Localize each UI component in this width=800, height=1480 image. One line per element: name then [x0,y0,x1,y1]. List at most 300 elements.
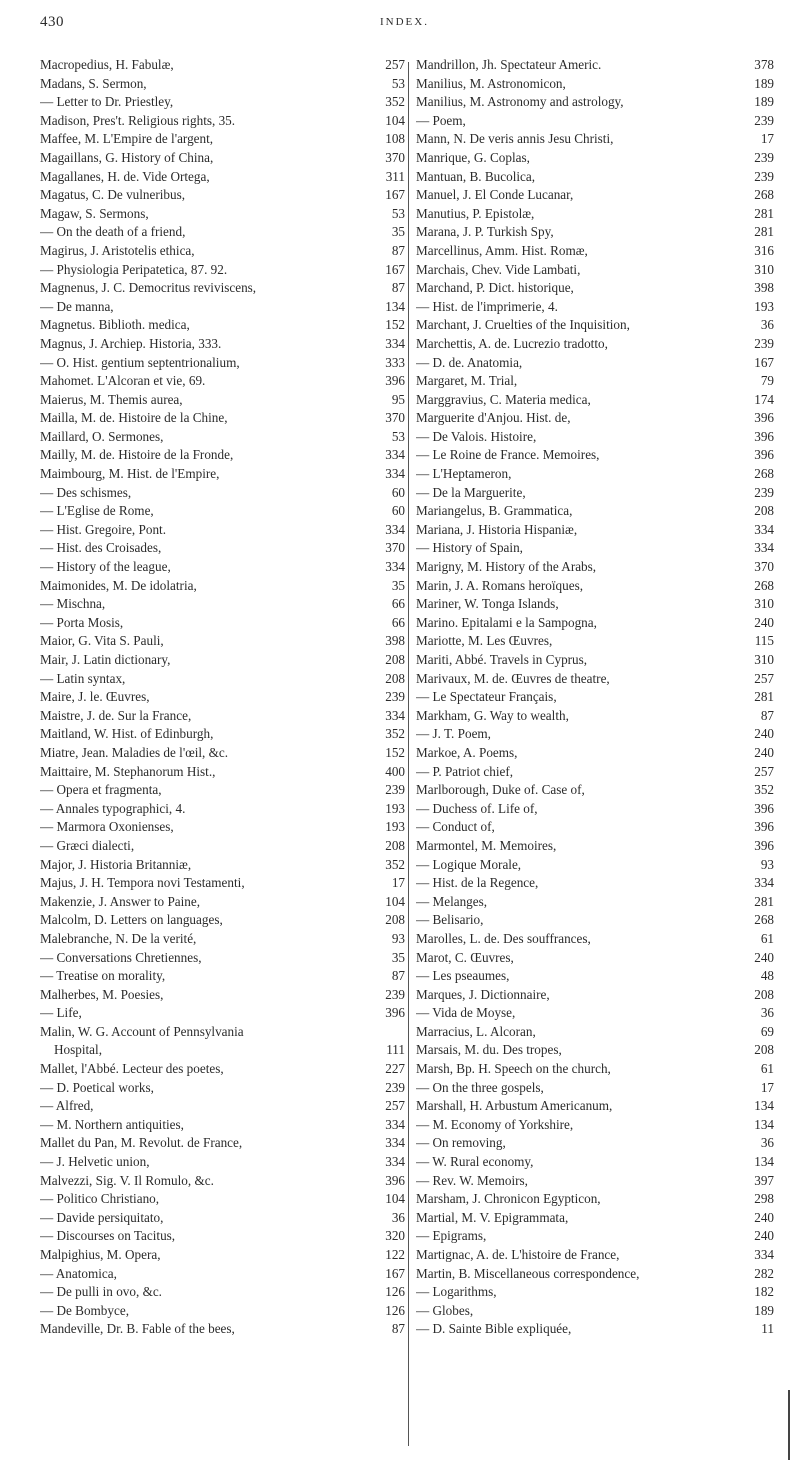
entry-page-ref: 281 [754,224,774,240]
entry-page-ref: 35 [391,577,405,593]
entry-title: Marchand, P. Dict. historique, [416,280,574,296]
index-entry [416,893,774,912]
entry-page-ref: 53 [391,428,405,444]
entry-title: — L'Eglise de Rome, [40,503,154,519]
entry-page-ref: 334 [385,1116,405,1132]
index-entry [416,409,774,428]
index-entry [416,1060,774,1079]
entry-title: — De Valois. Histoire, [416,428,537,444]
index-entry [40,967,405,986]
entry-page-ref: 17 [391,875,405,891]
entry-title: — M. Economy of Yorkshire, [416,1116,574,1132]
entry-title: — Anatomica, [40,1265,117,1281]
entry-page-ref: 208 [385,652,405,667]
entry-title: Marsham, J. Chronicon Egypticon, [416,1191,601,1207]
entry-title: Maistre, J. de. Sur la France, [40,707,192,723]
entry-page-ref: 93 [760,856,774,872]
index-entry [416,856,774,875]
entry-page-ref: 122 [385,1247,405,1262]
entry-title: — Logarithms, [416,1284,497,1300]
index-entry [40,56,405,75]
index-entry [416,1320,774,1339]
index-entry [416,1023,774,1042]
entry-page-ref: 239 [385,1079,405,1095]
entry-title: Maimonides, M. De idolatria, [40,577,197,593]
entry-page-ref: 334 [385,521,405,537]
index-entry [40,725,405,744]
entry-page-ref: 298 [754,1191,774,1207]
entry-title: Marguerite d'Anjou. Hist. de, [416,410,571,426]
entry-title: — History of Spain, [416,540,523,556]
entry-page-ref: 239 [385,782,405,798]
entry-title: Madison, Pres't. Religious rights, 35. [40,112,236,128]
entry-page-ref: 398 [385,633,405,649]
entry-page-ref: 240 [754,614,774,630]
index-entry [416,1041,774,1060]
entry-page-ref: 268 [754,187,774,203]
index-entry [40,1060,405,1079]
entry-title: — Hist. des Croisades, [40,540,162,556]
index-entry [40,149,405,168]
entry-page-ref: 257 [385,57,405,72]
index-entry [40,205,405,224]
entry-page-ref: 208 [754,503,774,519]
index-entry [416,763,774,782]
entry-title: — D. Sainte Bible expliquée, [416,1321,572,1337]
entry-page-ref: 334 [385,1135,405,1151]
index-entry [40,632,405,651]
index-entry [40,558,405,577]
index-entry [40,856,405,875]
left-index-column [40,56,405,1339]
right-index-column [416,56,774,1339]
index-entry [416,874,774,893]
index-entry [40,893,405,912]
entry-title: — Logique Morale, [416,856,522,872]
entry-title: Makenzie, J. Answer to Paine, [40,893,201,909]
index-entry [416,149,774,168]
entry-title: — Marmora Oxonienses, [40,819,174,835]
entry-title: Marmontel, M. Memoires, [416,837,557,853]
entry-page-ref: 208 [754,1042,774,1058]
index-entry [40,130,405,149]
entry-page-ref: 61 [760,930,774,946]
index-entry [40,1116,405,1135]
entry-title: Mariangelus, B. Grammatica, [416,503,573,519]
index-entry [40,800,405,819]
entry-page-ref: 240 [754,726,774,742]
entry-page-ref: 17 [760,131,774,147]
entry-title: Maior, G. Vita S. Pauli, [40,633,164,649]
entry-page-ref: 320 [385,1228,405,1244]
entry-title: Mailla, M. de. Histoire de la Chine, [40,410,228,426]
entry-title: Magnetus. Biblioth. medica, [40,317,190,333]
index-entry [40,1134,405,1153]
entry-title: — Life, [40,1005,82,1021]
entry-title: Maire, J. le. Œuvres, [40,689,150,705]
entry-page-ref: 193 [385,819,405,835]
index-entry [40,688,405,707]
index-entry [416,335,774,354]
entry-title: Magaillans, G. History of China, [40,149,214,165]
index-entry [416,186,774,205]
index-entry [416,949,774,968]
entry-page-ref: 239 [385,986,405,1002]
index-entry [416,223,774,242]
entry-page-ref: 227 [385,1061,405,1077]
entry-page-ref: 79 [760,373,774,389]
index-entry [40,577,405,596]
entry-title: Malpighius, M. Opera, [40,1247,161,1262]
index-entry [40,1283,405,1302]
index-entry [40,874,405,893]
entry-title: Mann, N. De veris annis Jesu Christi, [416,131,614,147]
index-entry [40,1320,405,1339]
entry-page-ref: 104 [385,112,405,128]
entry-title: Maittaire, M. Stephanorum Hist., [40,763,216,779]
entry-page-ref: 396 [385,1172,405,1188]
entry-title: Magallanes, H. de. Vide Ortega, [40,168,210,184]
entry-title: Maffee, M. L'Empire de l'argent, [40,131,214,147]
index-entry [416,725,774,744]
page-number: 430 [40,14,64,30]
entry-title: — J. Helvetic union, [40,1154,150,1170]
index-entry [416,1004,774,1023]
entry-page-ref: 36 [760,317,774,333]
entry-page-ref: 316 [754,242,774,258]
entry-page-ref: 239 [754,149,774,165]
index-entry [416,391,774,410]
entry-title: Martial, M. V. Epigrammata, [416,1209,569,1225]
entry-page-ref: 189 [754,1302,774,1318]
entry-page-ref: 334 [754,521,774,537]
entry-title: Maitland, W. Hist. of Edinburgh, [40,726,214,742]
entry-page-ref: 87 [391,968,405,984]
entry-title: Magirus, J. Aristotelis ethica, [40,242,195,258]
index-entry [40,112,405,131]
index-entry [416,837,774,856]
entry-title: Marcellinus, Amm. Hist. Romæ, [416,242,588,258]
entry-page-ref: 87 [391,280,405,296]
entry-page-ref: 193 [754,298,774,314]
entry-page-ref: 61 [760,1061,774,1077]
entry-title: — Conduct of, [416,819,495,835]
entry-title: Mallet du Pan, M. Revolut. de France, [40,1135,243,1151]
entry-title: Maierus, M. Themis aurea, [40,391,183,407]
index-entry [40,242,405,261]
entry-title: Mahomet. L'Alcoran et vie, 69. [40,373,206,389]
index-entry [40,502,405,521]
entry-page-ref: 66 [391,596,405,612]
index-entry [416,354,774,373]
entry-page-ref: 310 [754,596,774,612]
index-entry [40,1209,405,1228]
entry-title: — O. Hist. gentium septentrionalium, [40,354,240,370]
index-entry [416,1209,774,1228]
entry-page-ref: 333 [385,354,405,370]
entry-page-ref: 35 [391,949,405,965]
entry-title: Mallet, l'Abbé. Lecteur des poetes, [40,1061,224,1077]
entry-page-ref: 334 [385,559,405,575]
entry-page-ref: 126 [385,1302,405,1318]
index-entry [416,800,774,819]
index-entry [416,930,774,949]
entry-title: Margaret, M. Trial, [416,373,518,389]
entry-page-ref: 334 [385,447,405,463]
entry-title: Marshall, H. Arbustum Americanum, [416,1098,613,1114]
entry-title: — J. T. Poem, [416,726,491,742]
index-entry [40,1004,405,1023]
entry-page-ref: 53 [391,75,405,91]
index-entry [40,1190,405,1209]
entry-title: Magaw, S. Sermons, [40,205,149,221]
index-entry [40,186,405,205]
index-entry [416,1134,774,1153]
entry-title: Mair, J. Latin dictionary, [40,652,171,667]
entry-title: — History of the league, [40,559,171,575]
index-entry [416,298,774,317]
entry-title: — D. Poetical works, [40,1079,154,1095]
entry-page-ref: 189 [754,94,774,110]
entry-page-ref: 239 [754,484,774,500]
entry-page-ref: 167 [385,1265,405,1281]
entry-title: Marsais, M. du. Des tropes, [416,1042,562,1058]
entry-page-ref: 87 [760,707,774,723]
entry-title: — Vida de Moyse, [416,1005,516,1021]
entry-title: — Hist. de la Regence, [416,875,539,891]
index-entry [40,1153,405,1172]
entry-page-ref: 370 [385,149,405,165]
entry-page-ref: 36 [760,1005,774,1021]
entry-page-ref: 208 [385,912,405,928]
entry-title: Mandrillon, Jh. Spectateur Americ. [416,57,602,72]
entry-title: Magnenus, J. C. Democritus reviviscens, [40,280,257,296]
entry-title: — Melanges, [416,893,488,909]
index-entry [416,1097,774,1116]
entry-page-ref: 334 [754,875,774,891]
entry-page-ref: 239 [754,335,774,351]
index-entry [40,261,405,280]
entry-title: — Poem, [416,112,466,128]
entry-title: — W. Rural economy, [416,1154,534,1170]
entry-page-ref: 208 [385,670,405,686]
entry-title: — On the three gospels, [416,1079,544,1095]
entry-page-ref: 334 [385,1154,405,1170]
index-entry [416,986,774,1005]
index-entry [40,279,405,298]
entry-title: Manilius, M. Astronomicon, [416,75,566,91]
index-entry [40,1246,405,1265]
entry-page-ref: 240 [754,744,774,760]
index-entry [40,335,405,354]
entry-page-ref: 334 [385,707,405,723]
index-entry [40,372,405,391]
entry-page-ref: 370 [754,559,774,575]
entry-title: Malcolm, D. Letters on languages, [40,912,223,928]
entry-title: — Alfred, [40,1098,94,1114]
entry-page-ref: 87 [391,1321,405,1337]
entry-page-ref: 182 [754,1284,774,1300]
entry-page-ref: 378 [754,57,774,72]
index-entry [40,744,405,763]
entry-page-ref: 282 [754,1265,774,1281]
entry-title: — Hist. de l'imprimerie, 4. [416,298,558,314]
index-entry [40,298,405,317]
entry-title: Mariner, W. Tonga Islands, [416,596,559,612]
entry-page-ref: 60 [391,503,405,519]
entry-title: — L'Heptameron, [416,466,512,482]
entry-title: Marques, J. Dictionnaire, [416,986,550,1002]
entry-page-ref: 268 [754,912,774,928]
entry-title: Marana, J. P. Turkish Spy, [416,224,554,240]
entry-title: — M. Northern antiquities, [40,1116,184,1132]
index-entry [416,670,774,689]
index-entry [416,130,774,149]
entry-title: — P. Patriot chief, [416,763,514,779]
entry-page-ref: 396 [754,819,774,835]
entry-title: — Mischna, [40,596,106,612]
entry-page-ref: 167 [754,354,774,370]
index-entry [416,316,774,335]
entry-title: Marchais, Chev. Vide Lambati, [416,261,581,277]
entry-title: — Duchess of. Life of, [416,800,538,816]
entry-title: Mariana, J. Historia Hispaniæ, [416,521,578,537]
entry-page-ref: 87 [391,242,405,258]
entry-page-ref: 239 [754,112,774,128]
entry-page-ref: 334 [385,466,405,482]
index-entry [40,818,405,837]
index-entry [40,521,405,540]
entry-page-ref: 396 [754,428,774,444]
entry-title: Marivaux, M. de. Œuvres de theatre, [416,670,610,686]
index-entry [416,56,774,75]
entry-page-ref: 281 [754,893,774,909]
entry-page-ref: 152 [385,744,405,760]
entry-title: Marot, C. Œuvres, [416,949,514,965]
index-entry [416,1116,774,1135]
entry-title: Miatre, Jean. Maladies de l'œil, &c. [40,744,229,760]
entry-page-ref: 396 [385,373,405,389]
entry-title: Majus, J. H. Tempora novi Testamenti, [40,875,245,891]
entry-page-ref: 398 [754,280,774,296]
index-entry [40,707,405,726]
entry-page-ref: 104 [385,893,405,909]
index-entry [40,930,405,949]
entry-page-ref: 66 [391,614,405,630]
index-entry [416,428,774,447]
entry-page-ref: 352 [754,782,774,798]
entry-title: Manilius, M. Astronomy and astrology, [416,94,624,110]
entry-title: Marchettis, A. de. Lucrezio tradotto, [416,335,608,351]
entry-page-ref: 370 [385,540,405,556]
index-entry [416,521,774,540]
entry-page-ref: 257 [754,670,774,686]
entry-title: — De Bombyce, [40,1302,129,1318]
index-entry [416,1190,774,1209]
entry-page-ref: 134 [754,1098,774,1114]
entry-title: Marlborough, Duke of. Case of, [416,782,585,798]
index-entry [40,949,405,968]
entry-page-ref: 281 [754,689,774,705]
entry-title: Marracius, L. Alcoran, [416,1023,536,1039]
index-entry [40,446,405,465]
entry-page-ref: 310 [754,652,774,667]
index-entry [40,93,405,112]
entry-title: Mariotte, M. Les Œuvres, [416,633,553,649]
index-entry [40,1302,405,1321]
entry-page-ref: 281 [754,205,774,221]
entry-title: — Belisario, [416,912,484,928]
entry-title: — Les pseaumes, [416,968,510,984]
entry-page-ref: 370 [385,410,405,426]
index-entry [40,1041,405,1060]
entry-page-ref: 134 [754,1154,774,1170]
index-entry [416,967,774,986]
entry-title: Markoe, A. Poems, [416,744,518,760]
index-entry [40,595,405,614]
entry-title: — Opera et fragmenta, [40,782,162,798]
entry-page-ref: 167 [385,261,405,277]
entry-title: Marino. Epitalami e la Sampogna, [416,614,597,630]
entry-title: — Le Spectateur Français, [416,689,557,705]
index-entry [416,744,774,763]
entry-page-ref: 48 [760,968,774,984]
entry-page-ref: 35 [391,224,405,240]
entry-title: Marchant, J. Cruelties of the Inquisition, [416,317,630,333]
entry-page-ref: 268 [754,577,774,593]
index-entry [416,558,774,577]
entry-title: Madans, S. Sermon, [40,75,147,91]
entry-title: — D. de. Anatomia, [416,354,523,370]
index-entry [416,595,774,614]
index-entry [40,1227,405,1246]
entry-title: — De manna, [40,298,114,314]
entry-page-ref: 352 [385,726,405,742]
entry-page-ref: 208 [754,986,774,1002]
index-entry [40,1023,405,1042]
index-entry [416,1227,774,1246]
entry-page-ref: 111 [386,1042,405,1058]
index-entry [40,465,405,484]
entry-page-ref: 334 [754,540,774,556]
entry-title: Macropedius, H. Fabulæ, [40,57,174,72]
index-entry [40,911,405,930]
entry-page-ref: 352 [385,856,405,872]
entry-page-ref: 95 [391,391,405,407]
index-entry [40,651,405,670]
index-entry [416,1302,774,1321]
entry-title: Malherbes, M. Poesies, [40,986,164,1002]
entry-title: Marolles, L. de. Des souffrances, [416,930,591,946]
entry-title: — Treatise on morality, [40,968,166,984]
index-entry [40,670,405,689]
index-entry [416,781,774,800]
entry-title: Mailly, M. de. Histoire de la Fronde, [40,447,234,463]
entry-page-ref: 36 [760,1135,774,1151]
column-divider [408,62,409,1446]
entry-title: — Annales typographici, 4. [40,800,186,816]
entry-title: Mariti, Abbé. Travels in Cyprus, [416,652,588,667]
scan-edge-mark [788,1390,790,1460]
entry-title: — Rev. W. Memoirs, [416,1172,528,1188]
entry-title: Mandeville, Dr. B. Fable of the bees, [40,1321,235,1337]
entry-title: — Latin syntax, [40,670,126,686]
entry-title: Malebranche, N. De la verité, [40,930,197,946]
index-entry [40,1079,405,1098]
index-entry [40,428,405,447]
index-entry [416,372,774,391]
entry-page-ref: 152 [385,317,405,333]
